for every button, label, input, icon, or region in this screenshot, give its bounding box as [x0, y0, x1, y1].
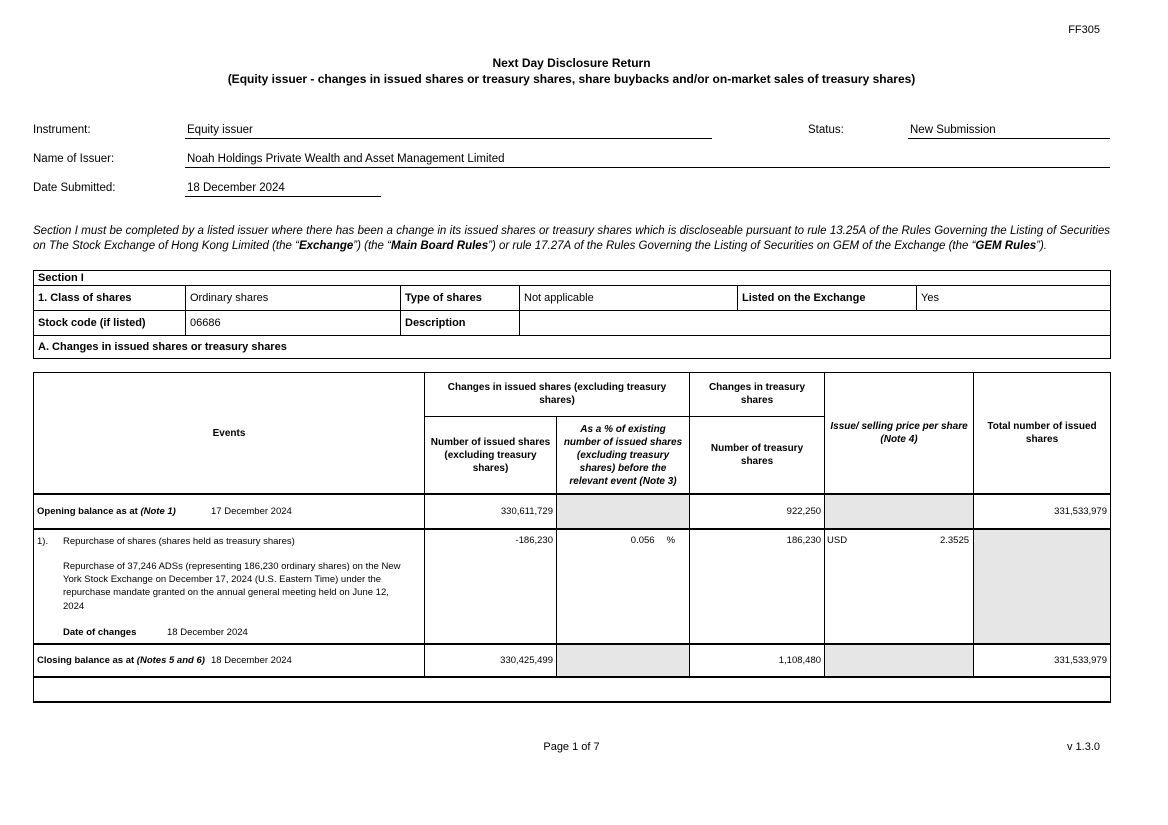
intro-text-2: ”) (the “ [353, 240, 391, 253]
type-of-shares-value: Not applicable [520, 285, 738, 310]
event1-num-issued: -186,230 [425, 529, 557, 644]
opening-balance-label [37, 506, 211, 517]
date-submitted-value: 18 December 2024 [185, 182, 381, 197]
closing-balance-label-text: Closing balance as at [37, 655, 137, 667]
intro-paragraph [33, 224, 1110, 255]
page-number: Page 1 of 7 [543, 741, 600, 754]
event1-date-label: Date of changes [63, 626, 137, 638]
event1-pct-value: 0.056 [630, 535, 655, 547]
event1-row [34, 529, 1111, 644]
intro-text-4: ”). [1036, 240, 1047, 253]
header-number-issued-shares: Number of issued shares (excluding treasury shares) [425, 416, 557, 494]
header-group-issued-shares: Changes in issued shares (excluding treasury shares) [425, 372, 690, 416]
closing-num-issued: 330,425,499 [425, 644, 557, 677]
instrument-row [33, 110, 1110, 139]
header-group-treasury-shares: Changes in treasury shares [690, 372, 825, 416]
version-label: v 1.3.0 [1066, 741, 1100, 754]
event1-date-of-changes [63, 626, 420, 639]
event1-currency: USD [827, 535, 848, 547]
instrument-label: Instrument: [33, 124, 91, 136]
header-number-treasury-shares: Number of treasury shares [690, 416, 825, 494]
class-of-shares-row [34, 285, 1111, 310]
description-label: Description [401, 310, 520, 335]
closing-num-treasury: 1,108,480 [690, 644, 825, 677]
listed-on-exchange-value: Yes [917, 285, 1111, 310]
opening-balance-note: (Note 1) [140, 506, 176, 518]
empty-bottom-row [34, 677, 1111, 702]
intro-bold-main-board-rules: Main Board Rules [390, 240, 489, 253]
date-submitted-label: Date Submitted: [33, 182, 116, 194]
event1-num-treasury: 186,230 [690, 529, 825, 644]
event1-price-cell [825, 529, 974, 644]
header-percent-existing: As a % of existing number of issued shares (excluding treasury shares) before the relevant event (Note 3) [557, 416, 690, 494]
closing-balance-label [37, 655, 211, 666]
table-header-group-row [34, 372, 1111, 416]
intro-text-3: ”) or rule 17.27A of the Rules Governing the Listing of Securities on GEM of the Exchange (the “ [488, 240, 976, 253]
section1-table [33, 270, 1111, 359]
opening-balance-date: 17 December 2024 [211, 506, 292, 518]
header-events: Events [34, 372, 425, 494]
opening-balance-label-text: Opening balance as at [37, 506, 141, 518]
event1-title-row [37, 535, 420, 548]
changes-table [33, 372, 1111, 703]
issuer-value: Noah Holdings Private Wealth and Asset Management Limited [185, 153, 1110, 168]
intro-bold-gem-rules: GEM Rules [975, 240, 1037, 253]
class-of-shares-value: Ordinary shares [186, 285, 401, 310]
event1-pct-unit: % [666, 535, 676, 547]
description-value [520, 310, 1111, 335]
listed-on-exchange-label: Listed on the Exchange [738, 285, 917, 310]
opening-total: 331,533,979 [974, 494, 1111, 529]
instrument-value: Equity issuer [185, 124, 712, 139]
header-total-issued-shares: Total number of issued shares [974, 372, 1111, 494]
document-title: Next Day Disclosure Return [492, 56, 651, 70]
type-of-shares-label: Type of shares [401, 285, 520, 310]
status-label: Status: [808, 124, 844, 136]
stock-code-row [34, 310, 1111, 335]
closing-balance-events-cell [34, 644, 425, 677]
section1-title: Section I [34, 270, 1111, 285]
header-issue-selling-price: Issue/ selling price per share (Note 4) [825, 372, 974, 494]
closing-total: 331,533,979 [974, 644, 1111, 677]
section1-header-row [34, 270, 1111, 285]
event1-price-wrap [825, 530, 973, 546]
title-block [33, 56, 1110, 86]
stock-code-value: 06686 [186, 310, 401, 335]
empty-bottom-cell [34, 677, 1111, 702]
opening-num-treasury: 922,250 [690, 494, 825, 529]
opening-pct-cell-shaded [557, 494, 690, 529]
event1-events-cell [34, 529, 425, 644]
closing-balance-row [34, 644, 1111, 677]
issuer-label: Name of Issuer: [33, 153, 115, 165]
date-submitted-row [33, 168, 1110, 197]
event1-index: 1). [37, 536, 49, 548]
event1-total-cell-shaded [974, 529, 1111, 644]
closing-price-cell-shaded [825, 644, 974, 677]
closing-balance-date: 18 December 2024 [211, 655, 292, 667]
document-content [33, 0, 1110, 755]
document-subtitle: (Equity issuer - changes in issued shares or treasury shares, share buybacks and/or on-market sales of treasury shares) [227, 72, 916, 86]
subsection-a-row [34, 335, 1111, 358]
event1-date-value: 18 December 2024 [167, 626, 248, 638]
issuer-row [33, 139, 1110, 168]
class-of-shares-label: 1. Class of shares [34, 285, 186, 310]
event1-pct-cell [557, 529, 690, 644]
closing-balance-note: (Notes 5 and 6) [136, 655, 205, 667]
closing-pct-cell-shaded [557, 644, 690, 677]
opening-balance-row [34, 494, 1111, 529]
form-code-label: FF305 [1068, 24, 1100, 36]
event1-price-value: 2.3525 [939, 535, 970, 547]
status-value: New Submission [908, 124, 1110, 139]
opening-price-cell-shaded [825, 494, 974, 529]
form-header-fields [33, 110, 1110, 197]
intro-text-1: Section I must be completed by a listed issuer where there has been a change in its issued shares or treasury shares which is discloseable pursuant to rule 13.25A of the Rules Governing the Listing of Securities on The Stock Exchange of Hong Kong Limited (the “ [33, 225, 1110, 253]
opening-num-issued: 330,611,729 [425, 494, 557, 529]
subsection-a-title: A. Changes in issued shares or treasury shares [34, 335, 1111, 358]
page-footer [33, 741, 1110, 755]
opening-balance-events-cell [34, 494, 425, 529]
intro-bold-exchange: Exchange [298, 240, 354, 253]
stock-code-label: Stock code (if listed) [34, 310, 186, 335]
event1-title: Repurchase of shares (shares held as treasury shares) [63, 536, 295, 548]
event1-detail: Repurchase of 37,246 ADSs (representing 186,230 ordinary shares) on the New York Stock Exchange on December 17, 2024 (U.S. Eastern Time) under the repurchase mandate granted on the annual general meeting held on June 12, 2024 [63, 560, 401, 612]
